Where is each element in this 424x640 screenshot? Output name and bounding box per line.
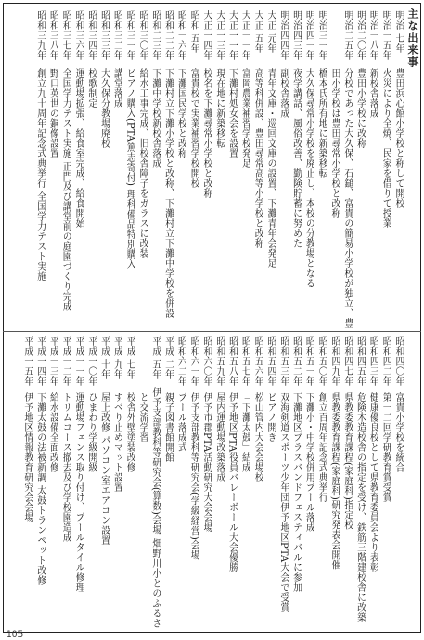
timeline-entry: [314, 10, 327, 328]
timeline-entry: [199, 10, 212, 328]
entry-event: 親子図書館開館: [162, 392, 174, 462]
entry-date: 大正一一年: [226, 10, 238, 60]
entry-date: 平成 七年: [124, 336, 136, 380]
timeline-entry: [314, 336, 327, 628]
timeline-entry: [58, 336, 71, 628]
entry-date: 明治四四年: [277, 10, 289, 60]
section-divider: [3, 331, 421, 332]
entry-event: 田小学校は豊田尋常小学校と改称: [329, 68, 341, 218]
entry-event: 副校舎落成: [277, 68, 289, 118]
entry-date: 平成 五年: [149, 336, 161, 380]
entry-date: 昭和四二年: [380, 336, 392, 386]
entry-date: 昭和五三年: [277, 336, 289, 386]
entry-event: と交流学習: [137, 392, 149, 442]
entry-event: 伊予市郡PTA活動研究大会会場: [201, 392, 213, 533]
timeline-entry: [340, 10, 353, 328]
timeline-entry: [33, 10, 46, 328]
timeline-entry: [97, 10, 110, 328]
timeline-upper: [33, 10, 404, 328]
entry-date: 平成 十年: [98, 336, 110, 380]
entry-event: 創立九十周年記念式典挙行 全国学力テスト実施: [34, 68, 46, 282]
entry-event: 校舎外壁塗装改修: [124, 392, 136, 472]
entry-event: 全国学力テスト実施 正門及び講堂前の庭園づくり完成: [60, 68, 72, 312]
timeline-entry: [20, 336, 33, 628]
timeline-entry: [340, 336, 353, 628]
entry-event: 高等科併設、豊田尋常高等小学校と改称: [252, 68, 264, 248]
entry-date: 昭和三七年: [60, 10, 72, 60]
timeline-entry: [378, 10, 391, 328]
timeline-entry: [366, 10, 379, 328]
entry-date: 昭和二三年: [149, 10, 161, 60]
entry-event: 伊予地区PTA役員バレーボール大会優勝: [226, 392, 238, 573]
entry-date: 昭和三三年: [98, 10, 110, 60]
entry-event: 野口英世の銅像設置: [47, 68, 59, 158]
entry-date: 明治四一年: [303, 10, 315, 60]
entry-event: 運動場拡張、給食室完成、給食開始: [73, 68, 85, 228]
timeline-entry: [238, 336, 251, 628]
timeline-entry: [238, 10, 251, 328]
timeline-entry: [58, 10, 71, 328]
entry-event: 講堂落成: [111, 68, 123, 108]
timeline-entry: [391, 336, 404, 628]
timeline-entry: [186, 336, 199, 628]
timeline-entry: [250, 10, 263, 328]
entry-date: 昭和五〇年: [316, 336, 328, 386]
entry-event: 伊予支部教科等研究会(算数)会場 畑野川小とのふるさ: [149, 387, 161, 628]
timeline-entry: [225, 336, 238, 628]
entry-event: トリムコース撤去及び学校園造成: [60, 392, 72, 542]
timeline-entry: [71, 336, 84, 628]
entry-event: 校歌制定: [85, 68, 97, 108]
timeline-entry: [84, 336, 97, 628]
entry-event: 給水設備全面改修: [47, 392, 59, 472]
entry-event: 第一二回学研教育賞受賞: [380, 392, 392, 502]
entry-event: 運動場フェンス取り付け、プールタイル修理: [73, 392, 85, 592]
entry-date: 昭和四五年: [354, 336, 366, 386]
entry-event: 「下灘太鼓」結成: [239, 392, 251, 472]
entry-date: 明治三一年: [316, 10, 328, 60]
entry-date: 昭和三九年: [34, 10, 46, 60]
timeline-entry: [71, 10, 84, 328]
timeline-entry: [84, 10, 97, 328]
timeline-entry: [366, 336, 379, 628]
timeline-entry: [276, 336, 289, 628]
entry-event: プール落成式: [175, 392, 187, 452]
entry-event: 健康優良校として県教育委員会より表彰: [367, 392, 379, 572]
entry-date: 大正一三年: [213, 10, 225, 60]
page-number: 105: [6, 630, 24, 640]
entry-event: 青年文庫・巡回文庫の設置、下灘青年会発足: [265, 68, 277, 268]
timeline-entry: [97, 336, 110, 628]
timeline-entry: [250, 336, 263, 628]
entry-date: 昭和二二年: [162, 10, 174, 60]
entry-event: 屋上改修 パソコン室エアコン設置: [98, 392, 110, 546]
entry-event: 下灘村処女会を設置: [226, 68, 238, 158]
entry-date: 昭和五八年: [226, 336, 238, 386]
entry-date: 昭和三〇年: [137, 10, 149, 60]
entry-date: 昭和五四年: [265, 336, 277, 386]
timeline-entry: [174, 336, 187, 628]
entry-date: 平成一二年: [60, 336, 72, 386]
entry-event: 火災により全焼、民家を借りて授業: [380, 68, 392, 228]
entry-date: 昭和三二年: [111, 10, 123, 60]
entry-event: 豊田小学校に改称: [354, 68, 366, 148]
timeline-entry: [46, 10, 59, 328]
entry-date: 大正一一年: [239, 10, 251, 60]
entry-event: 下灘国民学校と改称: [175, 68, 187, 158]
timeline-entry: [212, 10, 225, 328]
timeline-entry: [225, 10, 238, 328]
entry-date: 昭和 五年: [188, 10, 200, 54]
entry-date: 平成 二年: [162, 336, 174, 380]
entry-date: 昭和三六年: [73, 10, 85, 60]
entry-event: 下灘地区ブラスバンドフェスティバルに参加: [290, 392, 302, 592]
entry-event: 下灘村立下灘小学校と改称、下灘村立下灘中学校を併設: [162, 68, 174, 318]
entry-date: 昭和五二年: [290, 336, 302, 386]
entry-event: 下灘小・中学校併用プール落成: [303, 392, 315, 532]
entry-date: 昭和六一年: [188, 336, 200, 386]
entry-event: 現在地に新築移転: [213, 68, 225, 148]
timeline-entry: [110, 336, 123, 628]
entry-date: 昭和五九年: [213, 336, 225, 386]
entry-date: 昭和五一年: [303, 336, 315, 386]
entry-event: ピアノ購入(PTA篤志寄付) 理科備品特別購入: [124, 68, 136, 270]
timeline-entry: [263, 10, 276, 328]
timeline-entry: [378, 336, 391, 628]
entry-date: 昭和四三年: [367, 336, 379, 386]
timeline-entry: [135, 10, 148, 328]
entry-event: 給水工事完成、旧校舎障子をガラスに改装: [137, 68, 149, 258]
timeline-entry: [289, 10, 302, 328]
timeline-entry: [148, 10, 161, 328]
entry-event: 危険木造校舎の指定を受け、鉄筋三階建校舎に改築: [354, 392, 366, 622]
entry-date: 昭和一六年: [175, 10, 187, 60]
timeline-entry: [327, 336, 340, 628]
timeline-entry: [110, 10, 123, 328]
entry-date: 昭和四七年: [341, 336, 353, 386]
entry-date: 昭和三四年: [85, 10, 97, 60]
entry-event: 校名を下灘尋常小学校と改称: [201, 68, 213, 198]
entry-event: 屋内運動場改築落成: [213, 392, 225, 482]
entry-date: 平成一三年: [47, 336, 59, 386]
entry-date: 大正一四年: [201, 10, 213, 60]
section-heading: 主な出来事: [406, 8, 419, 68]
entry-date: 平成一四年: [34, 336, 46, 386]
entry-date: 大正 元年: [265, 10, 277, 54]
entry-date: 平成 九年: [111, 336, 123, 380]
entry-date: 昭和六二年: [175, 336, 187, 386]
timeline-entry: [199, 336, 212, 628]
entry-date: 平成一一年: [73, 336, 85, 386]
timeline-entry: [135, 336, 148, 628]
entry-date: 平成一五年: [21, 336, 33, 386]
entry-event: 大久保分教場廃校: [98, 68, 110, 148]
entry-event: 伊予支部教科等研究会(学級経営)会場: [188, 392, 200, 560]
entry-date: 昭和六〇年: [201, 336, 213, 386]
timeline-entry: [327, 10, 340, 328]
entry-date: 昭和四〇年: [393, 336, 404, 386]
entry-date: 明治一八年: [367, 10, 379, 60]
timeline-entry: [302, 10, 315, 328]
timeline-entry: [161, 336, 174, 628]
timeline-entry: [276, 10, 289, 328]
timeline-entry: [289, 336, 302, 628]
entry-event: 県教委教育課程(家庭科)研究発表会開催: [329, 392, 341, 570]
entry-date: 平成一〇年: [85, 336, 97, 386]
entry-event: すべり止めマット設置: [111, 392, 123, 492]
entry-event: 富貴小学校を統合: [393, 392, 404, 472]
timeline-entry: [148, 336, 161, 628]
timeline-entry: [33, 336, 46, 628]
entry-event: 下灘中学校新校舎落成: [149, 68, 161, 168]
entry-event: ピアノ開き: [265, 392, 277, 442]
timeline-entry: [353, 10, 366, 328]
entry-date: 明治 七年: [393, 10, 404, 54]
entry-event: 双海剣道スポーツ少年団伊予地区PTA大会で受賞: [277, 392, 289, 613]
entry-event: 分校であった大久保、石鎚、富貴の簡易小学校が独立、豊: [341, 68, 353, 328]
entry-date: 明治一五年: [380, 10, 392, 60]
entry-date: 昭和五七年: [239, 336, 251, 386]
entry-event: 新校舎落成: [367, 68, 379, 118]
timeline-entry: [391, 10, 404, 328]
entry-event: 下灘太鼓の法被新調 太鼓トランペット改修: [34, 392, 46, 586]
entry-event: 富岡農業補習学校発足: [239, 68, 251, 168]
entry-event: 豊田浜心館小学校と称して開校: [393, 68, 404, 208]
entry-event: 松山管内大会会場校: [252, 392, 264, 482]
timeline-entry: [186, 10, 199, 328]
entry-event: 創立百周年記念式典挙行: [316, 392, 328, 502]
timeline-entry: [46, 336, 59, 628]
entry-event: 大久保尋常小学校を廃止し、本校の分教場となる: [303, 68, 315, 288]
timeline-lower: [20, 336, 404, 628]
timeline-entry: [212, 336, 225, 628]
entry-date: 昭和四九年: [329, 336, 341, 386]
entry-event: 県教委教育課程(家庭科)指定校: [341, 392, 353, 530]
timeline-entry: [174, 10, 187, 328]
entry-event: 富貴校で実業補習学校開校: [188, 68, 200, 188]
entry-date: 昭和三一年: [124, 10, 136, 60]
entry-date: 明治二五年: [341, 10, 353, 60]
entry-event: 橋本氏所有地に新築移転: [316, 68, 328, 178]
entry-date: 明治二〇年: [354, 10, 366, 60]
timeline-entry: [122, 10, 135, 328]
entry-date: 昭和三八年: [47, 10, 59, 60]
entry-date: 昭和五六年: [252, 336, 264, 386]
timeline-entry: [353, 336, 366, 628]
timeline-entry: [263, 336, 276, 628]
entry-date: 明治四三年: [290, 10, 302, 60]
entry-date: 大正 五年: [252, 10, 264, 54]
timeline-entry: [122, 336, 135, 628]
entry-event: 夜学講話、風俗改善、勤険貯蓄に努めた: [290, 68, 302, 248]
entry-event: ひまわり学級開級: [85, 392, 97, 472]
entry-event: 伊予地区情報教育研究会会場: [21, 392, 33, 522]
timeline-entry: [161, 10, 174, 328]
timeline-entry: [302, 336, 315, 628]
